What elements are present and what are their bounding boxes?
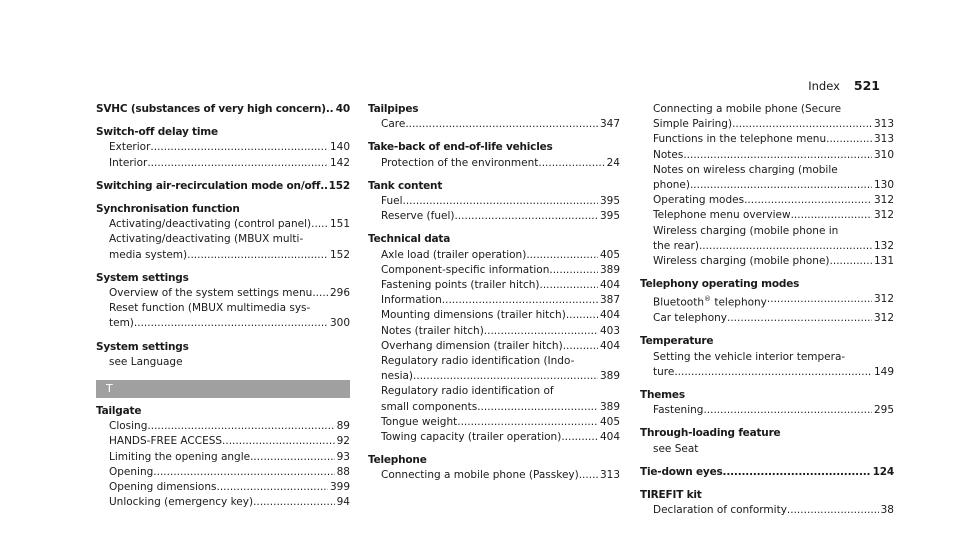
entry-svhc[interactable]: SVHC (substances of very high concern) ..... 40 (96, 102, 350, 117)
entry-themes: Themes (640, 388, 685, 401)
entry-telephony-modes: Telephony operating modes (640, 278, 800, 291)
list-item[interactable]: Wireless charging (mobile phone) ..... 131 (640, 254, 894, 269)
list-item[interactable]: Overview of the system settings menu ..... 296 (96, 286, 350, 301)
list-item[interactable]: Activating/deactivating (control panel) ..... 151 (96, 217, 350, 232)
entry-through-loading: Through-loading feature (640, 427, 781, 440)
entry-technical-data: Technical data (368, 233, 451, 246)
list-item[interactable]: Notes ..... 310 (640, 148, 894, 163)
list-item[interactable]: Connecting a mobile phone (Passkey) ..... 313 (368, 468, 620, 483)
list-item[interactable]: Fastening ..... 295 (640, 403, 894, 418)
list-item[interactable]: Closing ..... 89 (96, 419, 350, 434)
list-item[interactable]: ture ..... 149 (640, 365, 894, 380)
list-item-line: Reset function (MBUX multimedia sys- (109, 302, 311, 315)
list-item[interactable]: Interior ..... 142 (96, 156, 350, 171)
index-column-1 (96, 102, 350, 510)
list-item-line: Connecting a mobile phone (Secure (653, 103, 842, 115)
list-item[interactable]: Protection of the environment ..... 24 (368, 156, 620, 171)
list-item-line: Setting the vehicle interior tempera- (653, 350, 846, 363)
list-item[interactable]: Axle load (trailer operation) ..... 405 (368, 248, 620, 263)
list-item[interactable]: Component-specific information ..... 389 (368, 263, 620, 278)
list-item[interactable]: Fuel ..... 395 (368, 194, 620, 209)
list-item[interactable]: Car telephony ..... 312 (640, 311, 894, 326)
entry-tank: Tank content (368, 179, 443, 192)
see-reference[interactable]: see Seat (653, 442, 699, 455)
list-item[interactable]: Reserve (fuel) ..... 395 (368, 209, 620, 224)
entry-tie-down[interactable]: Tie-down eyes ..... 124 (640, 465, 894, 480)
list-item[interactable]: Care ..... 347 (368, 117, 620, 132)
list-item[interactable]: Telephone menu overview ..... 312 (640, 208, 894, 223)
page-number: 521 (853, 78, 880, 93)
list-item[interactable]: Information ..... 387 (368, 293, 620, 308)
list-item[interactable]: nesia) ..... 389 (368, 369, 620, 384)
list-item-line: Regulatory radio identification of (381, 385, 554, 398)
list-item[interactable]: Operating modes ..... 312 (640, 193, 894, 208)
list-item[interactable]: Tongue weight ..... 405 (368, 415, 620, 430)
list-item[interactable]: the rear) ..... 132 (640, 239, 894, 254)
list-item[interactable]: small components ..... 389 (368, 400, 620, 415)
index-column-3 (640, 102, 894, 518)
list-item[interactable]: Functions in the telephone menu ..... 313 (640, 132, 894, 147)
list-item[interactable]: HANDS-FREE ACCESS ..... 92 (96, 434, 350, 449)
list-item-line: Wireless charging (mobile phone in (653, 224, 839, 237)
entry-temperature: Temperature (640, 335, 714, 348)
list-item[interactable]: Opening dimensions ..... 399 (96, 480, 350, 495)
entry-tailpipes: Tailpipes (368, 103, 419, 115)
index-label: Index (808, 79, 840, 93)
list-item-line: Notes on wireless charging (mobile (653, 163, 838, 176)
index-column-2 (368, 102, 620, 484)
entry-tailgate: Tailgate (96, 405, 142, 418)
list-item[interactable]: Towing capacity (trailer operation) ..... 404 (368, 430, 620, 445)
list-item[interactable]: Simple Pairing) ..... 313 (640, 117, 894, 132)
list-item[interactable]: Fastening points (trailer hitch) ..... 404 (368, 278, 620, 293)
entry-tirefit: TIREFIT kit (640, 488, 702, 501)
entry-takeback: Take-back of end-of-life vehicles (368, 141, 553, 154)
list-item[interactable]: Overhang dimension (trailer hitch) ..... 404 (368, 339, 620, 354)
letter-section-bar: T (96, 380, 350, 398)
list-item[interactable]: phone) ..... 130 (640, 178, 894, 193)
entry-telephone: Telephone (368, 454, 427, 467)
list-item[interactable]: tem) ..... 300 (96, 316, 350, 331)
list-item[interactable]: Unlocking (emergency key) ..... 94 (96, 495, 350, 510)
entry-switchoff: Switch-off delay time (96, 126, 218, 139)
list-item[interactable]: Bluetooth® telephony ..... 312 (640, 292, 894, 311)
list-item-line: Regulatory radio identification (Indo- (381, 355, 575, 368)
entry-sync: Synchronisation function (96, 203, 240, 216)
entry-system-settings: System settings (96, 271, 189, 284)
list-item[interactable]: Limiting the opening angle ..... 93 (96, 450, 350, 465)
list-item[interactable]: Mounting dimensions (trailer hitch) ..... 404 (368, 308, 620, 323)
list-item-line: Activating/deactivating (MBUX multi- (109, 233, 304, 246)
list-item[interactable]: Exterior ..... 140 (96, 140, 350, 155)
list-item[interactable]: Notes (trailer hitch) ..... 403 (368, 324, 620, 339)
list-item[interactable]: Opening ..... 88 (96, 465, 350, 480)
see-reference[interactable]: see Language (109, 355, 183, 368)
page-header (808, 78, 880, 93)
entry-system-settings-2: System settings (96, 340, 189, 353)
list-item[interactable]: Declaration of conformity ..... 38 (640, 503, 894, 518)
list-item[interactable]: media system) ..... 152 (96, 248, 350, 263)
entry-recirc[interactable]: Switching air-recirculation mode on/off ..... 152 (96, 179, 350, 194)
